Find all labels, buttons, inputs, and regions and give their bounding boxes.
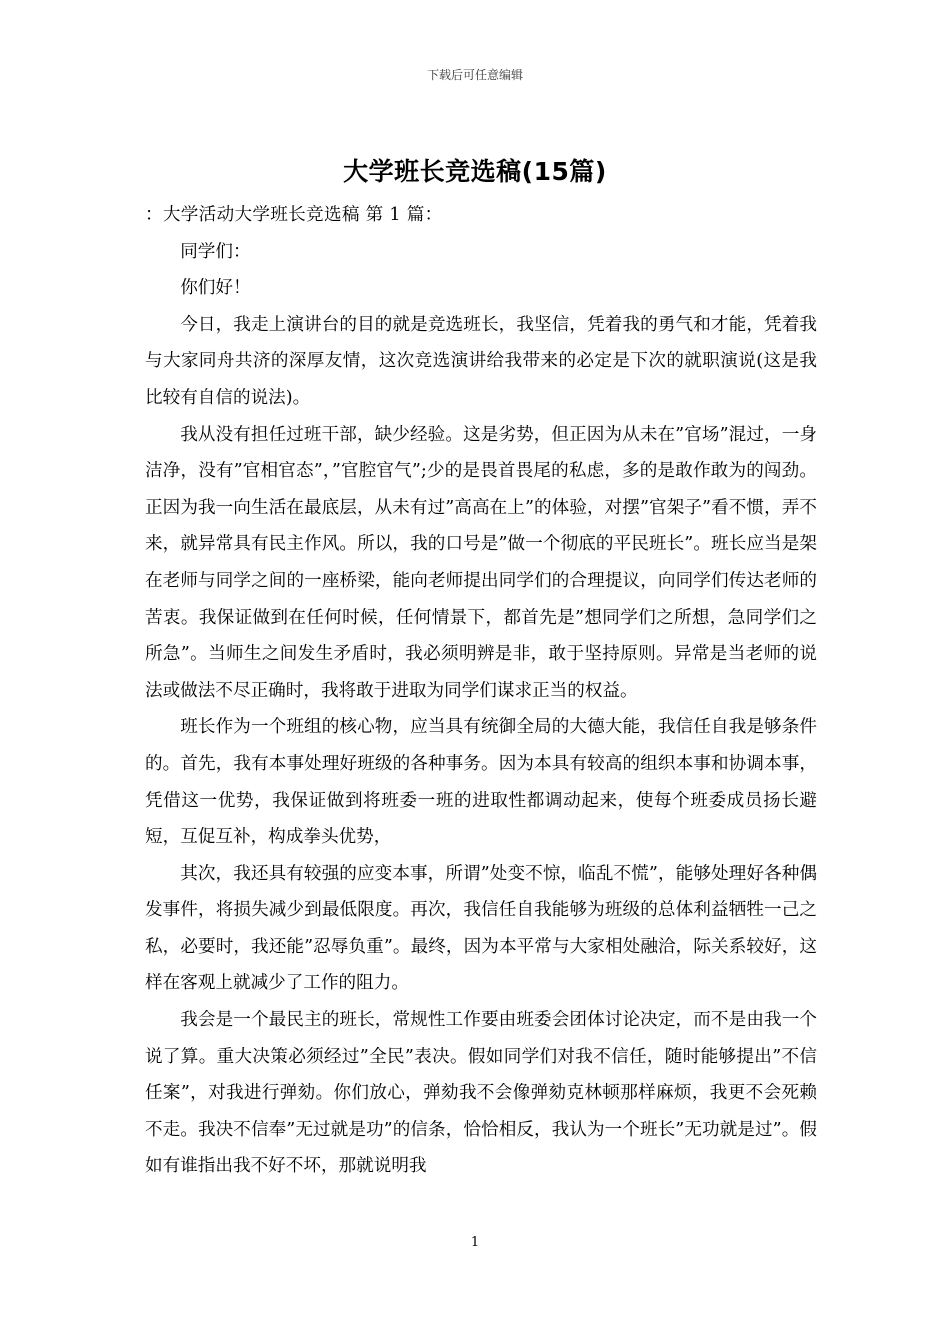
page-number: 1 [470,1235,480,1250]
paragraph: 我会是一个最民主的班长，常规性工作要由班委会团体讨论决定，而不是由我一个说了算。重大决策必须经过”全民”表决。假如同学们对我不信任，随时能够提出”不信任案”，对我进行弹劾。你们放心，弹劾我不会像弹劾克林顿那样麻烦，我更不会死赖不走。我决不信奉”无过就是功”的信条，恰恰相反，我认为一个班长”无功就是过”。假如有谁指出我不好不坏，那就说明我 [145,1010,817,1177]
paragraph: 我从没有担任过班干部，缺少经验。这是劣势，但正因为从未在”官场”混过，一身洁净，没有”官相官态”，”官腔官气”;少的是畏首畏尾的私虑，多的是敢作敢为的闯劲。正因为我一向生活在最底层，从未有过”高高在上”的体验，对摆”官架子”看不惯，弄不来，就异常具有民主作风。所以，我的口号是”做一个彻底的平民班长”。班长应当是架在老师与同学之间的一座桥梁，能向老师提出同学们的合理提议，向同学们传达老师的苦衷。我保证做到在任何时候，任何情景下，都首先是”想同学们之所想，急同学们之所急”。当师生之间发生矛盾时，我必须明辨是非，敢于坚持原则。异常是当老师的说法或做法不尽正确时，我将敢于进取为同学们谋求正当的权益。 [145,424,817,701]
section-heading: ：大学活动大学班长竞选稿 第 1 篇： [145,205,443,225]
document-body [145,197,817,1185]
paragraph-salutation: 同学们： [180,241,251,262]
paragraph: 今日，我走上演讲台的目的就是竞选班长，我坚信，凭着我的勇气和才能，凭着我与大家同舟共济的深厚友情，这次竞选演讲给我带来的必定是下次的就职演说(这是我比较有自信的说法)。 [145,314,817,408]
document-title: 大学班长竞选稿(15篇) [343,157,607,186]
page-header-note: 下载后可任意编辑 [426,68,523,82]
paragraph: 班长作为一个班组的核心物，应当具有统御全局的大德大能，我信任自我是够条件的。首先，我有本事处理好班级的各种事务。因为本具有较高的组织本事和协调本事，凭借这一优势，我保证做到将班委一班的进取性都调动起来，使每个班委成员扬长避短，互促互补，构成拳头优势， [145,717,817,848]
paragraph: 其次，我还具有较强的应变本事，所谓”处变不惊，临乱不慌”，能够处理好各种偶发事件，将损失减少到最低限度。再次，我信任自我能够为班级的总体利益牺牲一己之私，必要时，我还能”忍辱负重”。最终，因为本平常与大家相处融洽，际关系较好，这样在客观上就减少了工作的阻力。 [145,863,817,994]
paragraph-greeting: 你们好！ [180,278,251,299]
